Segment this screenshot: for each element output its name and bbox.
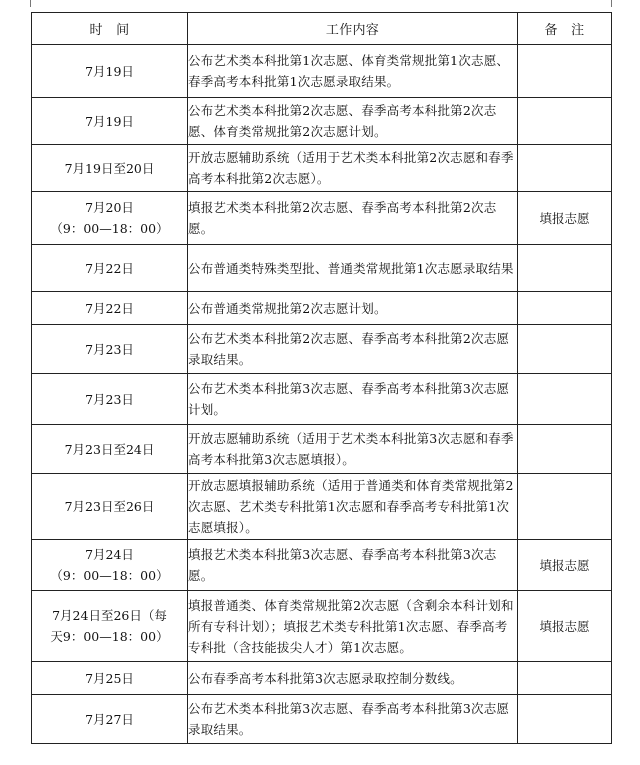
content-cell: 开放志愿填报辅助系统（适用于普通类和体育类常规批第2次志愿、艺术类专科批第1次志愿和春季高考专科批第1次志愿填报）。 xyxy=(188,474,518,540)
date-line: 7月22日 xyxy=(85,260,134,276)
table-row xyxy=(32,292,612,325)
date-cell xyxy=(32,98,188,145)
date-line: （9：00—18：00） xyxy=(50,221,169,236)
note-cell xyxy=(518,145,612,192)
date-line: 7月19日 xyxy=(85,113,134,129)
date-line: （9：00—18：00） xyxy=(50,568,169,583)
content-cell: 公布艺术类本科批第3次志愿、春季高考本科批第3次志愿录取结果。 xyxy=(188,695,518,744)
date-cell xyxy=(32,474,188,540)
date-line: 7月25日 xyxy=(85,670,134,686)
date-line: 7月23日至24日 xyxy=(64,441,155,457)
table-row xyxy=(32,662,612,695)
date-line: 7月19日至20日 xyxy=(64,160,155,176)
note-cell xyxy=(518,662,612,695)
table-row xyxy=(32,325,612,374)
table-row xyxy=(32,98,612,145)
content-cell: 公布普通类特殊类型批、普通类常规批第1次志愿录取结果 xyxy=(188,245,518,292)
date-cell xyxy=(32,425,188,474)
header-date: 时 间 xyxy=(32,13,188,45)
header-content: 工作内容 xyxy=(188,13,518,45)
table-row xyxy=(32,374,612,425)
date-line: 7月20日 xyxy=(85,200,134,215)
ruler-tick xyxy=(611,0,612,7)
date-line: 7月24日至26日（每 xyxy=(52,608,167,623)
date-cell xyxy=(32,662,188,695)
date-cell xyxy=(32,45,188,98)
ruler-tick xyxy=(30,0,31,7)
content-cell: 公布艺术类本科批第3次志愿、春季高考本科批第3次志愿计划。 xyxy=(188,374,518,425)
date-line: 7月23日 xyxy=(85,341,134,357)
content-cell: 公布春季高考本科批第3次志愿录取控制分数线。 xyxy=(188,662,518,695)
content-cell: 填报艺术类本科批第3次志愿、春季高考本科批第3次志愿。 xyxy=(188,540,518,591)
date-cell xyxy=(32,695,188,744)
date-line: 7月27日 xyxy=(85,711,134,727)
table-row xyxy=(32,591,612,662)
date-line: 天9：00—18：00） xyxy=(50,629,169,644)
note-cell: 填报志愿 xyxy=(518,192,612,245)
date-cell xyxy=(32,540,188,591)
date-line: 7月24日 xyxy=(85,547,134,562)
schedule-body xyxy=(32,45,612,744)
date-line: 7月23日 xyxy=(85,391,134,407)
note-cell xyxy=(518,45,612,98)
content-cell: 公布艺术类本科批第2次志愿、春季高考本科批第2次志愿、体育类常规批第2次志愿计划。 xyxy=(188,98,518,145)
note-cell xyxy=(518,245,612,292)
table-row xyxy=(32,45,612,98)
table-row xyxy=(32,145,612,192)
content-cell: 公布艺术类本科批第2次志愿、春季高考本科批第2次志愿录取结果。 xyxy=(188,325,518,374)
table-row xyxy=(32,540,612,591)
table-row xyxy=(32,192,612,245)
date-cell xyxy=(32,325,188,374)
table-row xyxy=(32,695,612,744)
note-cell: 填报志愿 xyxy=(518,540,612,591)
header-note: 备 注 xyxy=(518,13,612,45)
date-cell xyxy=(32,245,188,292)
date-line: 7月22日 xyxy=(85,300,134,316)
date-cell xyxy=(32,591,188,662)
note-cell xyxy=(518,474,612,540)
note-cell xyxy=(518,695,612,744)
table-row xyxy=(32,425,612,474)
table-row xyxy=(32,245,612,292)
content-cell: 开放志愿辅助系统（适用于艺术类本科批第3次志愿和春季高考本科批第3次志愿填报）。 xyxy=(188,425,518,474)
note-cell xyxy=(518,325,612,374)
date-cell xyxy=(32,145,188,192)
content-cell: 公布艺术类本科批第1次志愿、体育类常规批第1次志愿、春季高考本科批第1次志愿录取结果。 xyxy=(188,45,518,98)
date-cell xyxy=(32,292,188,325)
table-row xyxy=(32,474,612,540)
note-cell xyxy=(518,98,612,145)
note-cell xyxy=(518,425,612,474)
schedule-table xyxy=(31,12,612,744)
content-cell: 公布普通类常规批第2次志愿计划。 xyxy=(188,292,518,325)
content-cell: 填报艺术类本科批第2次志愿、春季高考本科批第2次志愿。 xyxy=(188,192,518,245)
note-cell xyxy=(518,292,612,325)
date-line: 7月23日至26日 xyxy=(64,499,155,514)
header-row xyxy=(32,13,612,45)
top-ruler xyxy=(0,0,640,10)
note-cell: 填报志愿 xyxy=(518,591,612,662)
date-cell xyxy=(32,192,188,245)
content-cell: 填报普通类、体育类常规批第2次志愿（含剩余本科计划和所有专科计划）；填报艺术类专科批第1次志愿、春季高考专科批（含技能拔尖人才）第1次志愿。 xyxy=(188,591,518,662)
date-cell xyxy=(32,374,188,425)
content-cell: 开放志愿辅助系统（适用于艺术类本科批第2次志愿和春季高考本科批第2次志愿）。 xyxy=(188,145,518,192)
note-cell xyxy=(518,374,612,425)
date-line: 7月19日 xyxy=(85,63,134,79)
